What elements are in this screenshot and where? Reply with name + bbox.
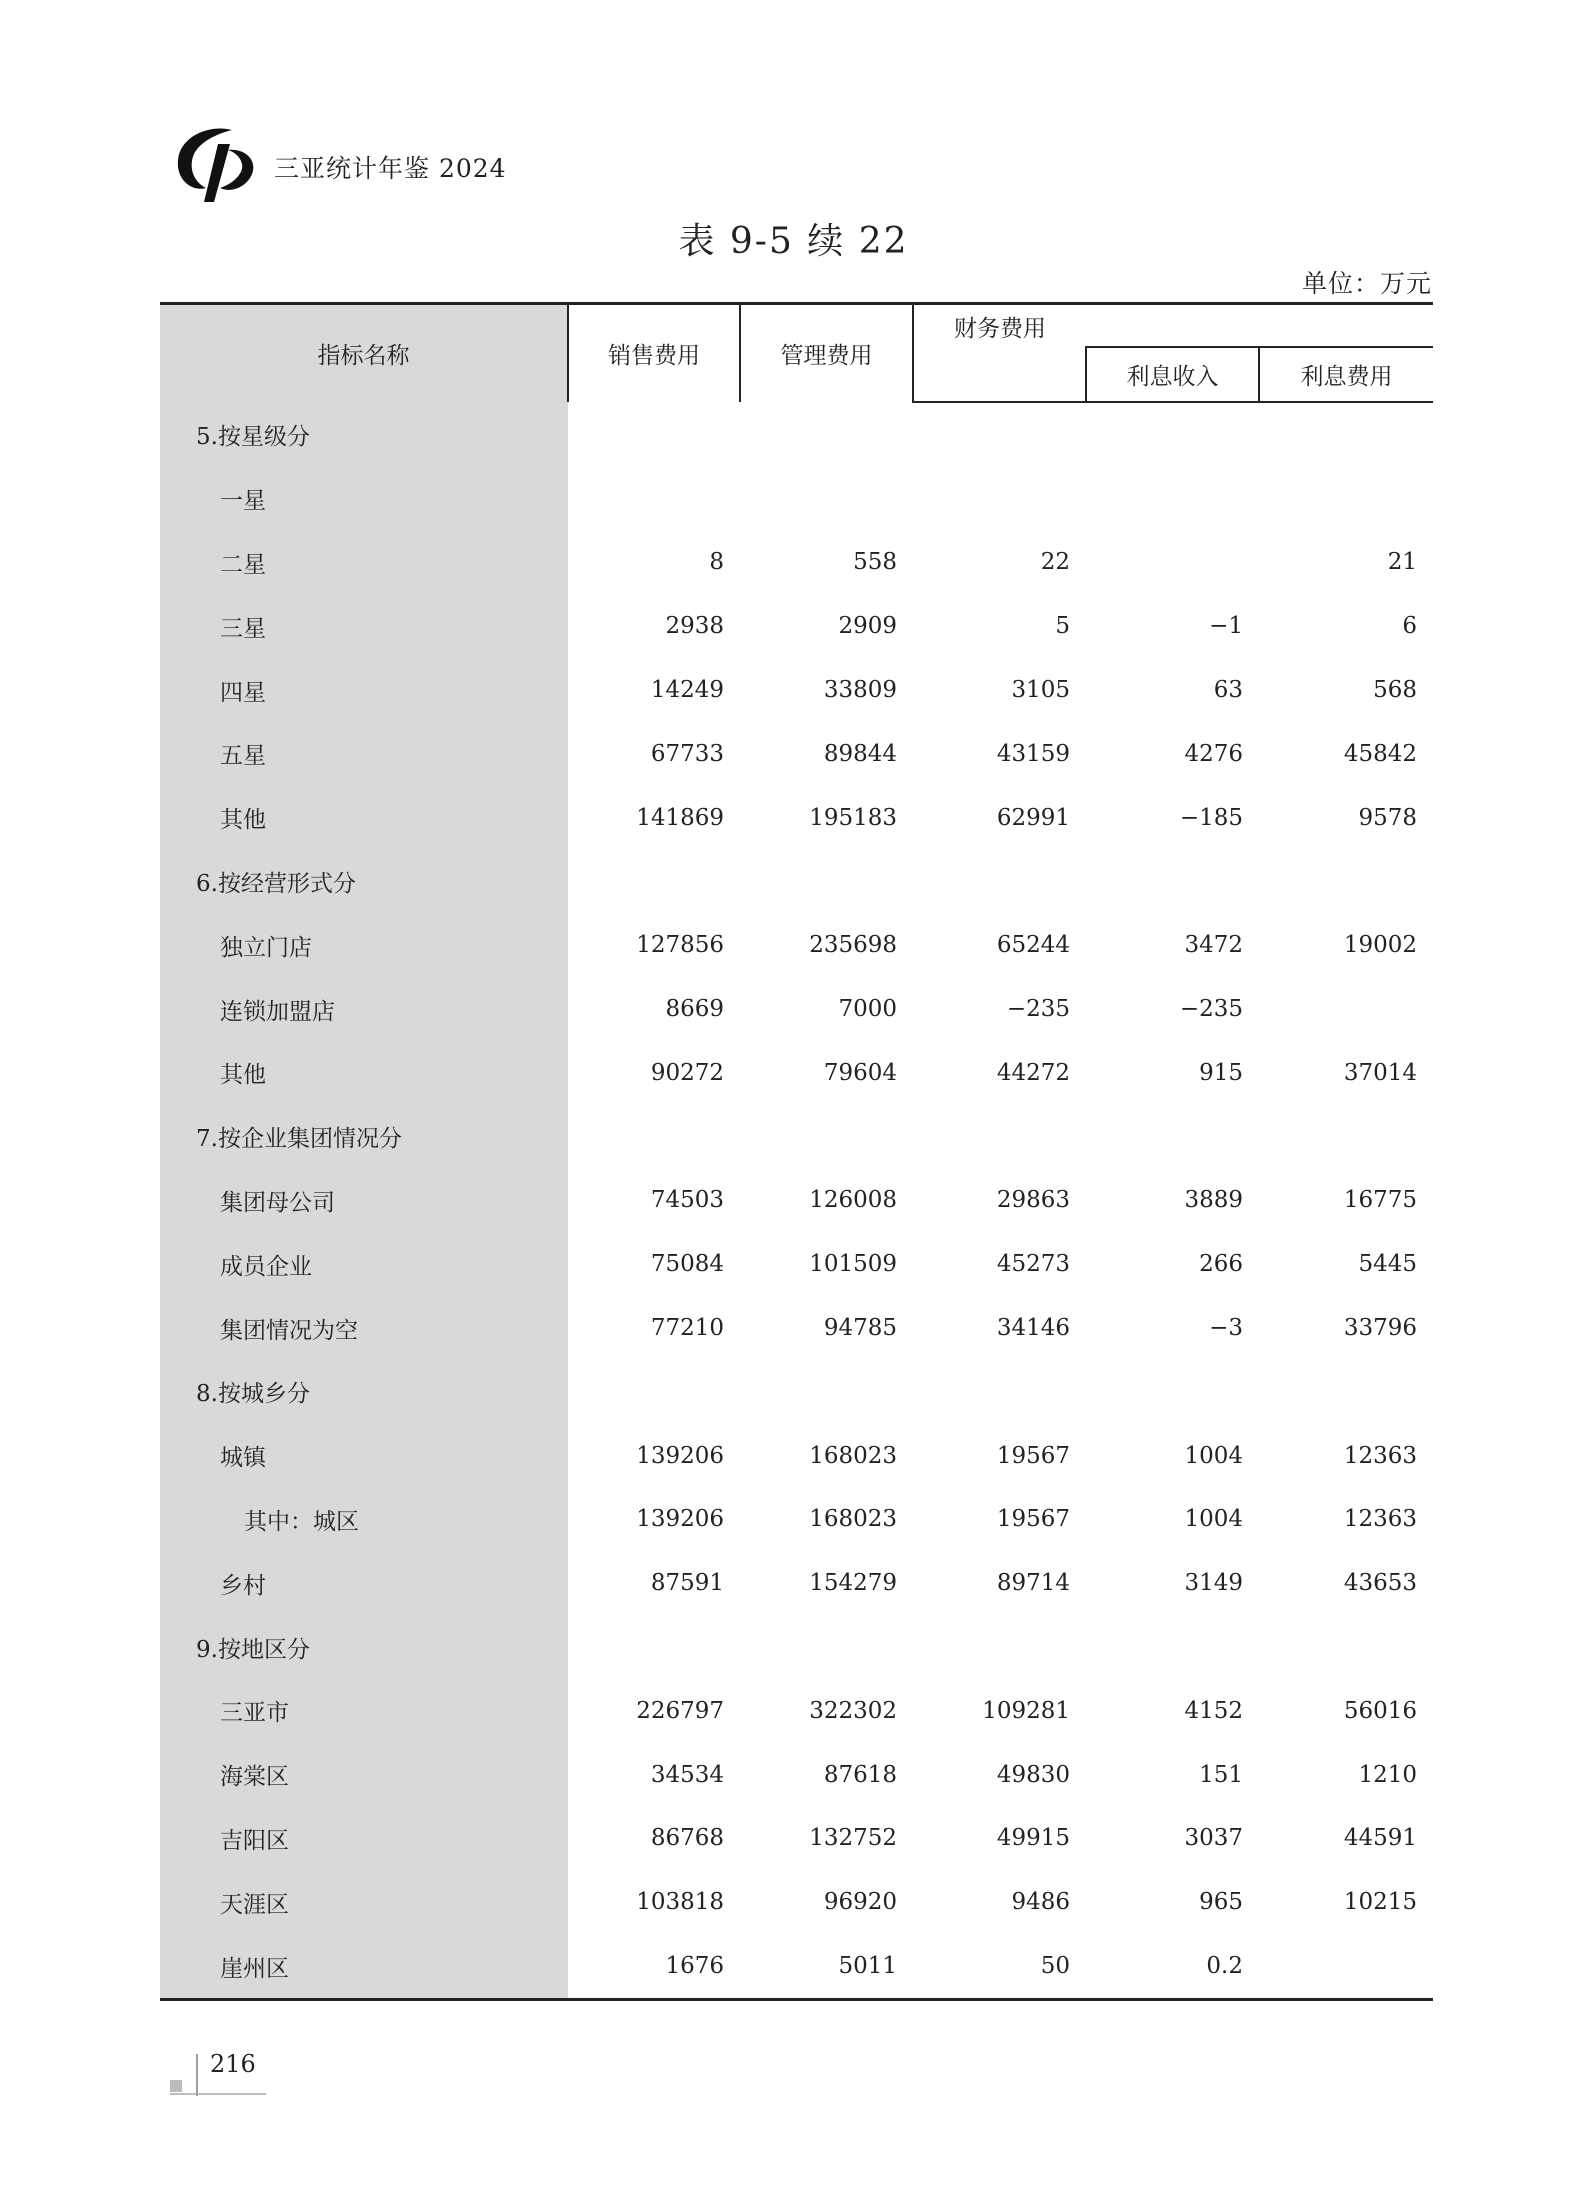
table-row	[160, 1934, 1433, 1999]
cell-interest-income	[1086, 1615, 1259, 1679]
cell-sales-expense: 141869	[636, 804, 724, 831]
cell-interest-income	[1086, 531, 1259, 595]
column-header-spacer	[1086, 304, 1433, 348]
table-row	[160, 1870, 1433, 1934]
cell-finance-expense: 50	[913, 1934, 1086, 1999]
cell-interest-expense: 21	[1387, 549, 1417, 576]
cell-interest-expense	[1259, 402, 1433, 467]
cell-admin-expense: 101509	[809, 1251, 897, 1278]
table-row	[160, 1424, 1433, 1488]
cell-finance-expense: 34146	[996, 1315, 1070, 1342]
cell-finance-expense: 109281	[982, 1697, 1070, 1724]
cell-finance-expense: 29863	[996, 1187, 1070, 1214]
cell-interest-expense: 33796	[1343, 1315, 1417, 1342]
cell-interest-expense: 5445	[1358, 1251, 1417, 1278]
cell-interest-income: −1	[1209, 613, 1243, 640]
yearbook-logo-icon	[170, 122, 260, 204]
cell-interest-expense: 16775	[1343, 1187, 1417, 1214]
cell-interest-income: 965	[1199, 1889, 1243, 1916]
table-row	[160, 977, 1433, 1041]
cell-finance-expense	[913, 850, 1086, 914]
row-label-cell: 三亚市	[160, 1679, 568, 1743]
cell-finance-expense	[913, 1360, 1086, 1424]
cell-sales-expense	[568, 1615, 740, 1679]
cell-finance-expense: 19567	[996, 1506, 1070, 1533]
cell-interest-expense: 6	[1402, 613, 1417, 640]
cell-sales-expense: 226797	[636, 1697, 724, 1724]
table-row	[160, 1232, 1433, 1296]
cell-finance-expense: 45273	[996, 1251, 1070, 1278]
cell-interest-income: 915	[1199, 1059, 1243, 1086]
cell-interest-income: 1004	[1184, 1506, 1243, 1533]
cell-admin-expense: 7000	[838, 996, 897, 1023]
cell-sales-expense	[568, 1360, 740, 1424]
cell-sales-expense: 139206	[636, 1506, 724, 1533]
table-row	[160, 1169, 1433, 1233]
cell-interest-expense	[1259, 850, 1433, 914]
section-heading-cell: 6.按经营形式分	[160, 850, 568, 914]
cell-finance-expense	[913, 1615, 1086, 1679]
cell-admin-expense: 168023	[809, 1442, 897, 1469]
row-label-cell: 一星	[160, 467, 568, 531]
cell-interest-expense: 45842	[1343, 740, 1417, 767]
cell-interest-income: 3037	[1184, 1825, 1243, 1852]
page-number: 216	[210, 2050, 256, 2078]
cell-sales-expense: 75084	[650, 1251, 724, 1278]
cell-admin-expense	[740, 467, 913, 531]
cell-interest-income: 4152	[1184, 1697, 1243, 1724]
section-heading-cell: 8.按城乡分	[160, 1360, 568, 1424]
cell-admin-expense: 94785	[823, 1315, 897, 1342]
cell-admin-expense: 168023	[809, 1506, 897, 1533]
cell-interest-income: 63	[1213, 677, 1243, 704]
column-header-admin-expense: 管理费用	[740, 304, 913, 403]
yearbook-title: 三亚统计年鉴 2024	[274, 154, 507, 183]
table-row	[160, 1296, 1433, 1360]
page-header	[170, 118, 507, 208]
cell-interest-income	[1086, 1105, 1259, 1169]
table-row	[160, 402, 1433, 467]
cell-admin-expense: 33809	[823, 677, 897, 704]
row-label-cell: 乡村	[160, 1551, 568, 1615]
cell-sales-expense	[568, 402, 740, 467]
cell-sales-expense: 139206	[636, 1442, 724, 1469]
cell-admin-expense: 195183	[809, 804, 897, 831]
cell-interest-expense	[1259, 1360, 1433, 1424]
row-label-cell: 五星	[160, 722, 568, 786]
cell-interest-income: −235	[1179, 996, 1243, 1023]
row-label-cell: 天涯区	[160, 1870, 568, 1934]
cell-finance-expense: 44272	[996, 1059, 1070, 1086]
cell-sales-expense	[568, 1105, 740, 1169]
cell-finance-expense: 49830	[996, 1761, 1070, 1788]
row-label-cell: 城镇	[160, 1424, 568, 1488]
cell-admin-expense: 87618	[823, 1761, 897, 1788]
cell-finance-expense	[913, 1105, 1086, 1169]
table-title: 表 9-5 续 22	[678, 221, 909, 262]
table-row	[160, 1551, 1433, 1615]
cell-finance-expense: 22	[1040, 549, 1070, 576]
cell-sales-expense: 8669	[665, 996, 724, 1023]
cell-sales-expense: 127856	[636, 932, 724, 959]
cell-finance-expense: 62991	[996, 804, 1070, 831]
cell-admin-expense	[740, 402, 913, 467]
column-header-interest-income: 利息收入	[1086, 347, 1259, 402]
cell-sales-expense: 14249	[650, 677, 724, 704]
cell-sales-expense	[568, 850, 740, 914]
row-label-cell: 崖州区	[160, 1934, 568, 1999]
cell-interest-income: 4276	[1184, 740, 1243, 767]
column-header-interest-expense: 利息费用	[1259, 347, 1433, 402]
cell-interest-expense: 10215	[1343, 1889, 1417, 1916]
row-label-cell: 其中：城区	[160, 1488, 568, 1552]
cell-interest-expense: 43653	[1343, 1570, 1417, 1597]
cell-admin-expense: 79604	[823, 1059, 897, 1086]
row-label-cell: 集团情况为空	[160, 1296, 568, 1360]
cell-interest-income	[1086, 850, 1259, 914]
row-label-cell: 成员企业	[160, 1232, 568, 1296]
table-row	[160, 786, 1433, 850]
cell-finance-expense: −235	[1006, 996, 1070, 1023]
table-row	[160, 658, 1433, 722]
cell-admin-expense	[740, 1615, 913, 1679]
cell-admin-expense: 2909	[838, 613, 897, 640]
cell-sales-expense: 77210	[650, 1315, 724, 1342]
cell-interest-expense: 9578	[1358, 804, 1417, 831]
cell-admin-expense	[740, 1360, 913, 1424]
cell-sales-expense: 103818	[636, 1889, 724, 1916]
cell-finance-expense: 3105	[1011, 677, 1070, 704]
row-label-cell: 其他	[160, 786, 568, 850]
cell-interest-income: 3149	[1184, 1570, 1243, 1597]
cell-interest-income: 151	[1199, 1761, 1243, 1788]
cell-admin-expense: 558	[853, 549, 897, 576]
section-heading-cell: 9.按地区分	[160, 1615, 568, 1679]
row-label-cell: 二星	[160, 531, 568, 595]
table-row	[160, 1807, 1433, 1871]
statistics-table	[160, 302, 1433, 2001]
cell-finance-expense	[913, 402, 1086, 467]
row-label-cell: 吉阳区	[160, 1807, 568, 1871]
table-row	[160, 1488, 1433, 1552]
cell-interest-expense: 37014	[1343, 1059, 1417, 1086]
cell-interest-expense: 56016	[1343, 1697, 1417, 1724]
row-label-cell: 连锁加盟店	[160, 977, 568, 1041]
table-row	[160, 467, 1433, 531]
cell-interest-income	[1086, 402, 1259, 467]
column-header-finance-expense: 财务费用	[913, 304, 1086, 348]
cell-interest-income: 3472	[1184, 932, 1243, 959]
row-label-cell: 海棠区	[160, 1743, 568, 1807]
table-row	[160, 850, 1433, 914]
cell-finance-expense: 49915	[996, 1825, 1070, 1852]
row-label-cell: 其他	[160, 1041, 568, 1105]
cell-admin-expense: 235698	[809, 932, 897, 959]
cell-admin-expense: 89844	[823, 740, 897, 767]
cell-interest-income: 0.2	[1086, 1934, 1259, 1999]
footer-divider-vertical	[196, 2054, 198, 2096]
cell-interest-expense: 12363	[1343, 1506, 1417, 1533]
cell-admin-expense	[740, 1105, 913, 1169]
cell-admin-expense: 322302	[809, 1697, 897, 1724]
row-label-cell: 四星	[160, 658, 568, 722]
table-row	[160, 1041, 1433, 1105]
table-row	[160, 1615, 1433, 1679]
cell-interest-expense: 44591	[1343, 1825, 1417, 1852]
table-row	[160, 531, 1433, 595]
cell-sales-expense: 34534	[650, 1761, 724, 1788]
row-label-cell: 独立门店	[160, 913, 568, 977]
cell-admin-expense: 96920	[823, 1889, 897, 1916]
cell-sales-expense: 1676	[568, 1934, 740, 1999]
cell-interest-income	[1086, 467, 1259, 531]
cell-interest-expense: 19002	[1343, 932, 1417, 959]
table-row	[160, 913, 1433, 977]
cell-sales-expense	[568, 467, 740, 531]
cell-admin-expense: 5011	[740, 1934, 913, 1999]
unit-label: 单位：万元	[1301, 269, 1432, 298]
cell-admin-expense: 126008	[809, 1187, 897, 1214]
column-header-sales-expense: 销售费用	[568, 304, 740, 403]
cell-admin-expense: 154279	[809, 1570, 897, 1597]
table-row	[160, 594, 1433, 658]
cell-sales-expense: 87591	[650, 1570, 724, 1597]
cell-interest-expense: 12363	[1343, 1442, 1417, 1469]
section-heading-cell: 7.按企业集团情况分	[160, 1105, 568, 1169]
cell-interest-expense	[1259, 1934, 1433, 1999]
row-label-cell: 集团母公司	[160, 1169, 568, 1233]
page-marker-icon	[170, 2080, 182, 2092]
table-row	[160, 1743, 1433, 1807]
cell-sales-expense: 86768	[650, 1825, 724, 1852]
cell-sales-expense: 90272	[650, 1059, 724, 1086]
cell-interest-income: −3	[1209, 1315, 1243, 1342]
table-header	[160, 304, 1433, 403]
column-header-finance-expense-lower	[913, 347, 1086, 402]
table-row	[160, 1105, 1433, 1169]
cell-interest-expense	[1259, 1615, 1433, 1679]
cell-finance-expense: 65244	[996, 932, 1070, 959]
table-row	[160, 722, 1433, 786]
cell-sales-expense: 8	[709, 549, 724, 576]
table-row	[160, 1360, 1433, 1424]
cell-sales-expense: 67733	[650, 740, 724, 767]
cell-finance-expense: 9486	[1011, 1889, 1070, 1916]
cell-finance-expense	[913, 467, 1086, 531]
cell-admin-expense: 132752	[809, 1825, 897, 1852]
cell-sales-expense: 74503	[650, 1187, 724, 1214]
cell-finance-expense: 19567	[996, 1442, 1070, 1469]
cell-finance-expense: 43159	[996, 740, 1070, 767]
statistics-table-container	[160, 302, 1433, 2001]
table-row	[160, 1679, 1433, 1743]
cell-interest-expense	[1259, 977, 1433, 1041]
cell-interest-income: 3889	[1184, 1187, 1243, 1214]
cell-interest-expense	[1259, 1105, 1433, 1169]
cell-interest-income: −185	[1179, 804, 1243, 831]
cell-interest-income	[1086, 1360, 1259, 1424]
cell-interest-expense: 568	[1373, 677, 1417, 704]
cell-admin-expense	[740, 850, 913, 914]
row-label-cell: 三星	[160, 594, 568, 658]
column-header-category: 指标名称	[160, 304, 568, 403]
cell-interest-income: 1004	[1184, 1442, 1243, 1469]
cell-interest-expense: 1210	[1358, 1761, 1417, 1788]
cell-interest-income: 266	[1199, 1251, 1243, 1278]
footer-divider	[170, 2093, 266, 2095]
section-heading-cell: 5.按星级分	[160, 402, 568, 467]
cell-sales-expense: 2938	[665, 613, 724, 640]
cell-interest-expense	[1259, 467, 1433, 531]
cell-finance-expense: 89714	[996, 1570, 1070, 1597]
cell-finance-expense: 5	[1055, 613, 1070, 640]
table-body	[160, 402, 1433, 1999]
